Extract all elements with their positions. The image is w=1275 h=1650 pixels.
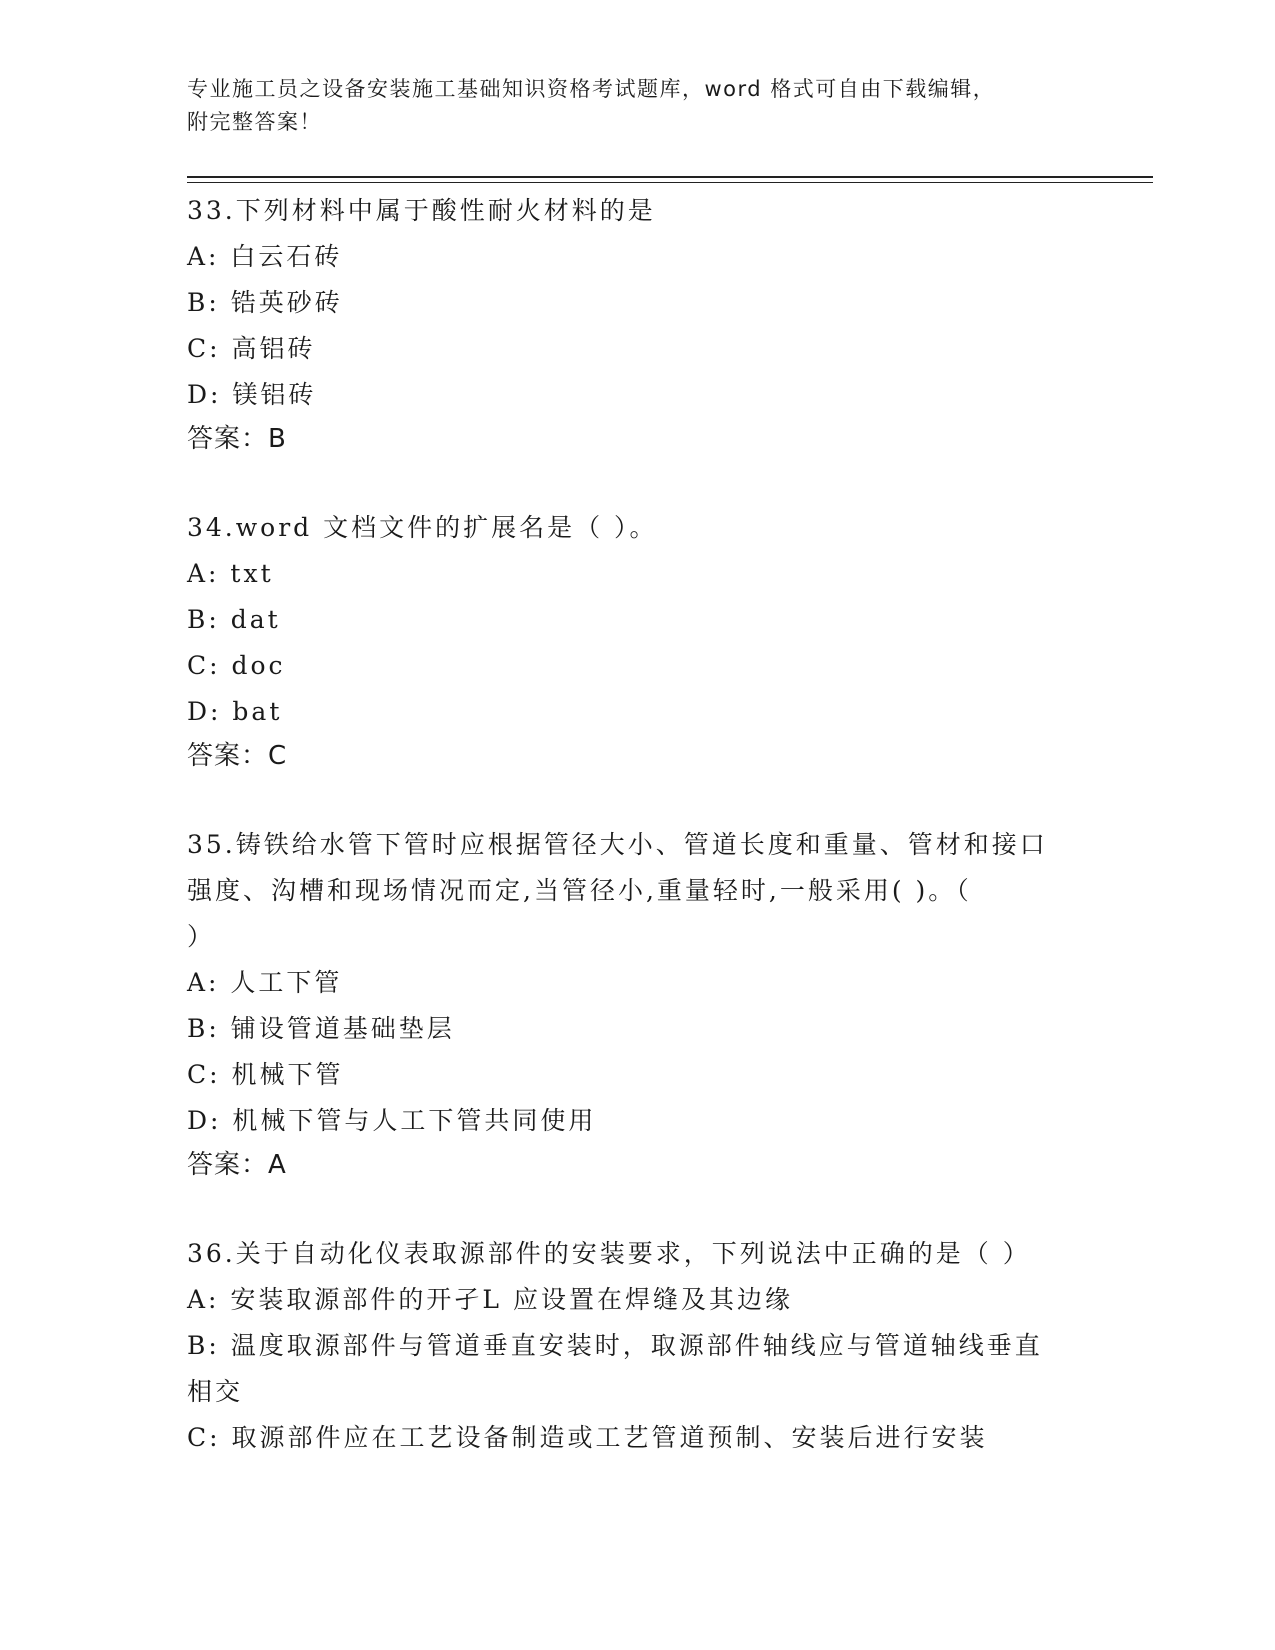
question-stem: 34.word 文档文件的扩展名是（ ）。 — [187, 513, 658, 542]
header-line-1: 专业施工员之设备安装施工基础知识资格考试题库，word 格式可自由下载编辑， — [187, 77, 996, 101]
question-stem: 33.下列材料中属于酸性耐火材料的是 — [187, 196, 656, 225]
option-d: D: bat — [187, 697, 283, 726]
option-a: A: 人工下管 — [187, 968, 343, 997]
question-35 — [187, 822, 1087, 1186]
answer: 答案：B — [187, 424, 287, 454]
question-list — [187, 188, 1087, 1506]
option-a: A: 安装取源部件的开孑L 应设置在焊缝及其边缘 — [187, 1285, 793, 1314]
header-line-2: 附完整答案！ — [187, 110, 322, 134]
option-d: D: 镁铝砖 — [187, 380, 317, 409]
question-33 — [187, 188, 1087, 460]
answer: 答案：A — [187, 1150, 287, 1180]
question-36 — [187, 1231, 1087, 1461]
option-c: C: 取源部件应在工艺设备制造或工艺管道预制、安装后进行安装 — [187, 1423, 988, 1452]
question-34 — [187, 505, 1087, 777]
document-header — [187, 73, 1087, 139]
answer: 答案：C — [187, 741, 288, 771]
option-c: C: 高铝砖 — [187, 334, 316, 363]
question-stem-line-1: 35.铸铁给水管下管时应根据管径大小、管道长度和重量、管材和接口 — [187, 830, 1048, 859]
option-b: B: 温度取源部件与管道垂直安装时，取源部件轴线应与管道轴线垂直 — [187, 1331, 1043, 1360]
header-divider — [187, 176, 1153, 183]
option-a: A: 白云石砖 — [187, 242, 343, 271]
option-a: A: txt — [187, 559, 274, 588]
option-c: C: doc — [187, 651, 286, 680]
option-b-continued: 相交 — [187, 1377, 244, 1406]
option-b: B: 锆英砂砖 — [187, 288, 343, 317]
option-b: B: 铺设管道基础垫层 — [187, 1014, 455, 1043]
question-stem: 36.关于自动化仪表取源部件的安装要求，下列说法中正确的是（ ） — [187, 1239, 1031, 1268]
option-c: C: 机械下管 — [187, 1060, 344, 1089]
option-d: D: 机械下管与人工下管共同使用 — [187, 1106, 597, 1135]
question-stem-line-2: 强度、沟槽和现场情况而定,当管径小,重量轻时,一般采用( )。（ — [187, 876, 972, 905]
question-stem-line-3: ） — [187, 922, 216, 951]
option-b: B: dat — [187, 605, 281, 634]
